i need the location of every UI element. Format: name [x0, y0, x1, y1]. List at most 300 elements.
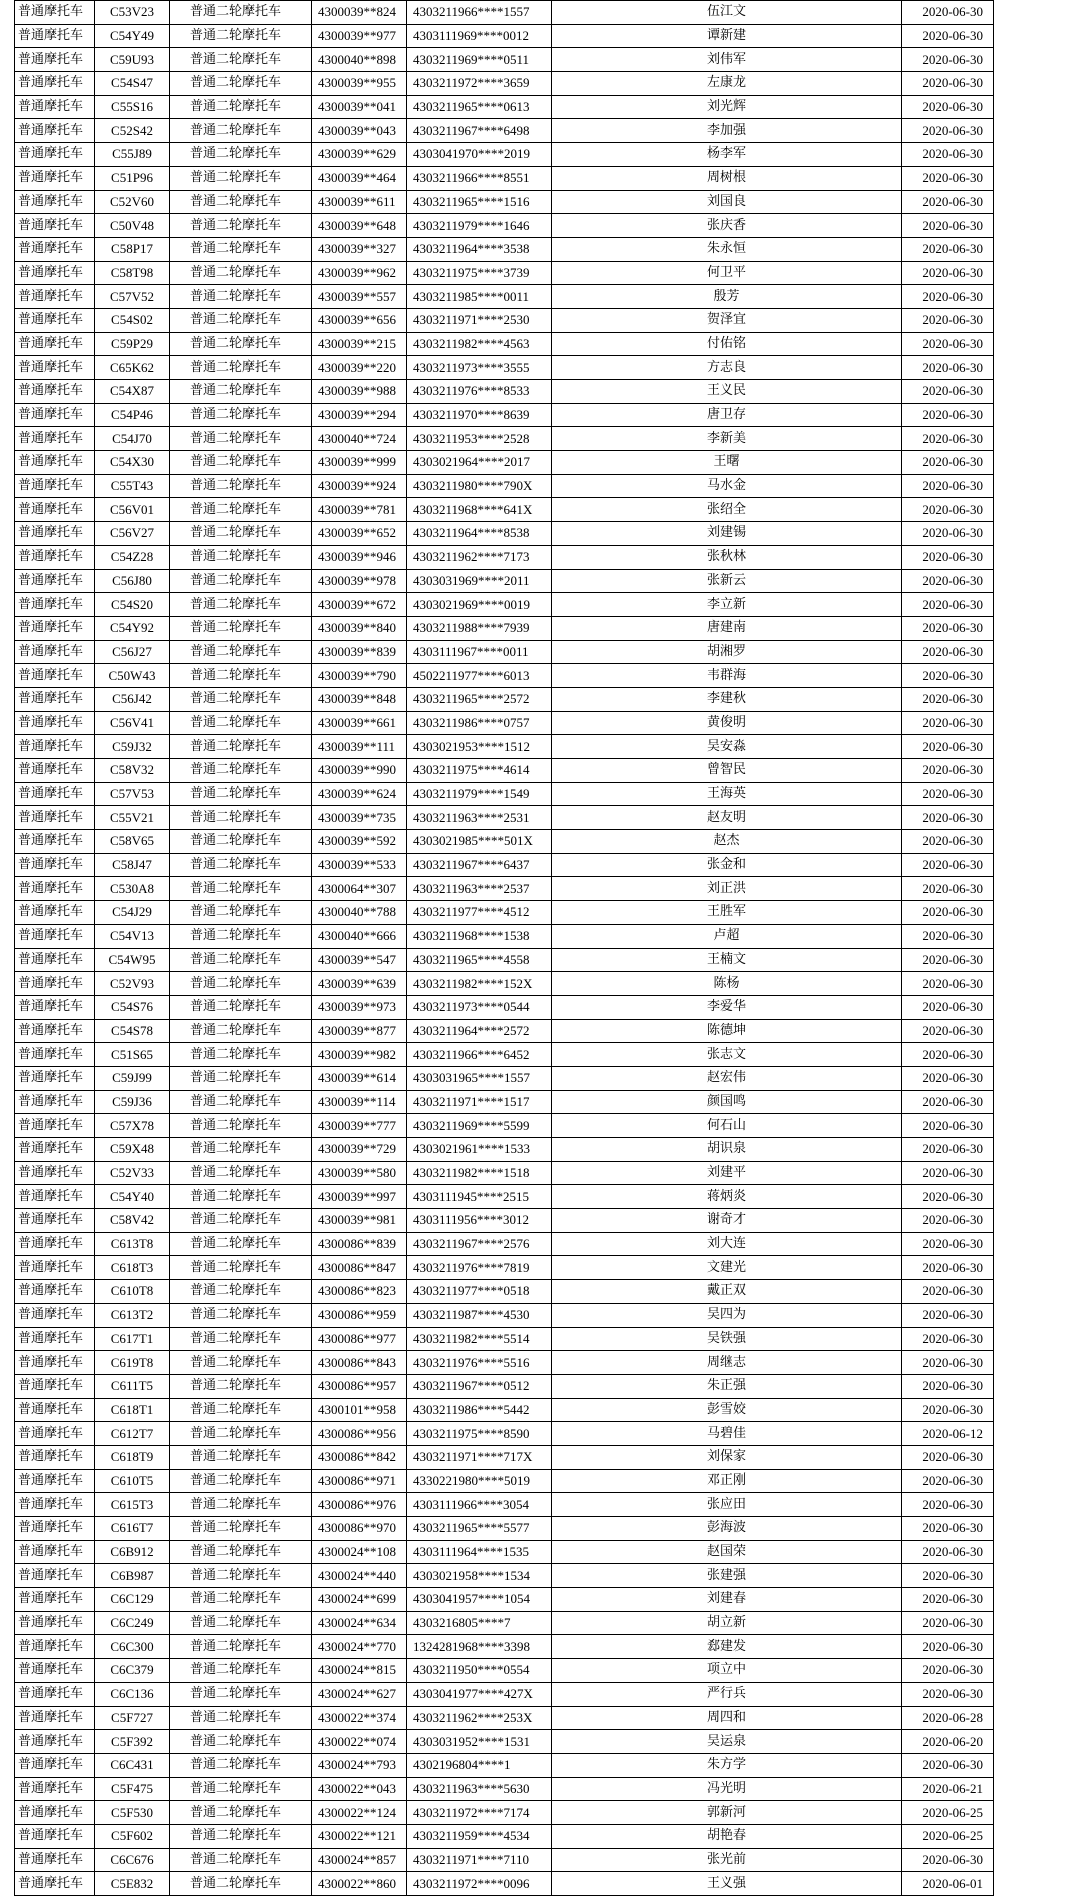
license-number-cell: 4300022**121 — [312, 1824, 407, 1848]
vehicle-type-cell: 普通二轮摩托车 — [170, 664, 312, 688]
vehicle-type-cell: 普通二轮摩托车 — [170, 687, 312, 711]
vehicle-class-cell: 普通摩托车 — [15, 237, 95, 261]
license-number-cell: 4300064**307 — [312, 877, 407, 901]
license-number-cell: 4300039**924 — [312, 474, 407, 498]
table-row — [15, 948, 994, 972]
id-number-cell: 4303211968****641X — [407, 498, 552, 522]
plate-number-cell: C59U93 — [95, 48, 170, 72]
table-row — [15, 1256, 994, 1280]
vehicle-type-cell: 普通二轮摩托车 — [170, 48, 312, 72]
vehicle-class-cell: 普通摩托车 — [15, 1588, 95, 1612]
plate-number-cell: C52V93 — [95, 972, 170, 996]
vehicle-class-cell: 普通摩托车 — [15, 877, 95, 901]
vehicle-type-cell: 普通二轮摩托车 — [170, 1138, 312, 1162]
vehicle-class-cell: 普通摩托车 — [15, 332, 95, 356]
vehicle-type-cell: 普通二轮摩托车 — [170, 1469, 312, 1493]
table-row — [15, 1777, 994, 1801]
license-number-cell: 4300039**557 — [312, 285, 407, 309]
license-number-cell: 4300039**981 — [312, 1209, 407, 1233]
id-number-cell: 4303041970****2019 — [407, 143, 552, 167]
table-row — [15, 1611, 994, 1635]
plate-number-cell: C55J89 — [95, 143, 170, 167]
vehicle-class-cell: 普通摩托车 — [15, 1185, 95, 1209]
license-number-cell: 4300024**634 — [312, 1611, 407, 1635]
plate-number-cell: C54V13 — [95, 924, 170, 948]
owner-name-cell: 吴安淼 — [552, 735, 902, 759]
vehicle-class-cell: 普通摩托车 — [15, 24, 95, 48]
table-row — [15, 1824, 994, 1848]
plate-number-cell: C613T8 — [95, 1232, 170, 1256]
vehicle-type-cell: 普通二轮摩托车 — [170, 261, 312, 285]
table-row — [15, 1, 994, 25]
id-number-cell: 4303211972****3659 — [407, 72, 552, 96]
owner-name-cell: 张绍全 — [552, 498, 902, 522]
vehicle-type-cell: 普通二轮摩托车 — [170, 1706, 312, 1730]
license-number-cell: 4300024**627 — [312, 1682, 407, 1706]
license-number-cell: 4300022**074 — [312, 1730, 407, 1754]
id-number-cell: 4303211975****3739 — [407, 261, 552, 285]
license-number-cell: 4300039**661 — [312, 711, 407, 735]
vehicle-class-cell: 普通摩托车 — [15, 427, 95, 451]
table-row — [15, 332, 994, 356]
table-row — [15, 1730, 994, 1754]
owner-name-cell: 刘大连 — [552, 1232, 902, 1256]
vehicle-class-cell: 普通摩托车 — [15, 1422, 95, 1446]
vehicle-class-cell: 普通摩托车 — [15, 356, 95, 380]
plate-number-cell: C617T1 — [95, 1327, 170, 1351]
table-row — [15, 759, 994, 783]
table-row — [15, 545, 994, 569]
date-cell: 2020-06-30 — [902, 1540, 994, 1564]
owner-name-cell: 左康龙 — [552, 72, 902, 96]
vehicle-class-cell: 普通摩托车 — [15, 1611, 95, 1635]
owner-name-cell: 王海英 — [552, 782, 902, 806]
date-cell: 2020-06-30 — [902, 1564, 994, 1588]
license-number-cell: 4300024**815 — [312, 1659, 407, 1683]
date-cell: 2020-06-30 — [902, 664, 994, 688]
vehicle-type-cell: 普通二轮摩托车 — [170, 1777, 312, 1801]
plate-number-cell: C59J99 — [95, 1066, 170, 1090]
plate-number-cell: C54S76 — [95, 995, 170, 1019]
vehicle-type-cell: 普通二轮摩托车 — [170, 830, 312, 854]
vehicle-type-cell: 普通二轮摩托车 — [170, 1635, 312, 1659]
plate-number-cell: C57X78 — [95, 1114, 170, 1138]
table-row — [15, 1588, 994, 1612]
table-row — [15, 1303, 994, 1327]
license-number-cell: 4300039**547 — [312, 948, 407, 972]
vehicle-class-cell: 普通摩托车 — [15, 474, 95, 498]
license-number-cell: 4300039**611 — [312, 190, 407, 214]
id-number-cell: 4303211982****4563 — [407, 332, 552, 356]
owner-name-cell: 刘建春 — [552, 1588, 902, 1612]
id-number-cell: 4303041957****1054 — [407, 1588, 552, 1612]
date-cell: 2020-06-30 — [902, 1682, 994, 1706]
plate-number-cell: C65K62 — [95, 356, 170, 380]
plate-number-cell: C530A8 — [95, 877, 170, 901]
table-row — [15, 190, 994, 214]
license-number-cell: 4300039**648 — [312, 214, 407, 238]
date-cell: 2020-06-30 — [902, 853, 994, 877]
vehicle-class-cell: 普通摩托车 — [15, 664, 95, 688]
vehicle-class-cell: 普通摩托车 — [15, 1540, 95, 1564]
plate-number-cell: C618T1 — [95, 1398, 170, 1422]
date-cell: 2020-06-30 — [902, 1280, 994, 1304]
table-row — [15, 1801, 994, 1825]
record-table — [14, 0, 994, 1896]
owner-name-cell: 颜国鸣 — [552, 1090, 902, 1114]
table-row — [15, 237, 994, 261]
owner-name-cell: 刘保家 — [552, 1445, 902, 1469]
id-number-cell: 4303211965****5577 — [407, 1517, 552, 1541]
owner-name-cell: 李建秋 — [552, 687, 902, 711]
id-number-cell: 4303211971****717X — [407, 1445, 552, 1469]
table-row — [15, 830, 994, 854]
license-number-cell: 4300086**971 — [312, 1469, 407, 1493]
id-number-cell: 4303211988****7939 — [407, 616, 552, 640]
vehicle-class-cell: 普通摩托车 — [15, 830, 95, 854]
vehicle-type-cell: 普通二轮摩托车 — [170, 1682, 312, 1706]
date-cell: 2020-06-30 — [902, 1753, 994, 1777]
vehicle-class-cell: 普通摩托车 — [15, 1066, 95, 1090]
license-number-cell: 4300039**839 — [312, 640, 407, 664]
id-number-cell: 4303031969****2011 — [407, 569, 552, 593]
plate-number-cell: C5F602 — [95, 1824, 170, 1848]
license-number-cell: 4300101**958 — [312, 1398, 407, 1422]
date-cell: 2020-06-30 — [902, 924, 994, 948]
id-number-cell: 4303211972****0096 — [407, 1872, 552, 1896]
date-cell: 2020-06-30 — [902, 1043, 994, 1067]
plate-number-cell: C54S78 — [95, 1019, 170, 1043]
table-row — [15, 995, 994, 1019]
owner-name-cell: 王义民 — [552, 380, 902, 404]
vehicle-class-cell: 普通摩托车 — [15, 1232, 95, 1256]
date-cell: 2020-06-30 — [902, 1351, 994, 1375]
id-number-cell: 4303021985****501X — [407, 830, 552, 854]
owner-name-cell: 杨李军 — [552, 143, 902, 167]
owner-name-cell: 项立中 — [552, 1659, 902, 1683]
owner-name-cell: 邓正刚 — [552, 1469, 902, 1493]
vehicle-class-cell: 普通摩托车 — [15, 1280, 95, 1304]
table-row — [15, 1185, 994, 1209]
owner-name-cell: 刘建锡 — [552, 522, 902, 546]
table-row — [15, 1469, 994, 1493]
owner-name-cell: 朱正强 — [552, 1374, 902, 1398]
license-number-cell: 4300022**860 — [312, 1872, 407, 1896]
license-number-cell: 4300039**877 — [312, 1019, 407, 1043]
plate-number-cell: C52S42 — [95, 119, 170, 143]
license-number-cell: 4300039**294 — [312, 403, 407, 427]
plate-number-cell: C616T7 — [95, 1517, 170, 1541]
plate-number-cell: C54S02 — [95, 308, 170, 332]
id-number-cell: 4303211985****0011 — [407, 285, 552, 309]
date-cell: 2020-06-30 — [902, 95, 994, 119]
id-number-cell: 4303211965****4558 — [407, 948, 552, 972]
owner-name-cell: 胡识泉 — [552, 1138, 902, 1162]
date-cell: 2020-06-30 — [902, 1303, 994, 1327]
owner-name-cell: 郄建发 — [552, 1635, 902, 1659]
date-cell: 2020-06-30 — [902, 1659, 994, 1683]
date-cell: 2020-06-30 — [902, 593, 994, 617]
license-number-cell: 4300024**793 — [312, 1753, 407, 1777]
table-row — [15, 853, 994, 877]
license-number-cell: 4300039**840 — [312, 616, 407, 640]
owner-name-cell: 刘光辉 — [552, 95, 902, 119]
license-number-cell: 4300039**946 — [312, 545, 407, 569]
vehicle-type-cell: 普通二轮摩托车 — [170, 1, 312, 25]
date-cell: 2020-06-30 — [902, 640, 994, 664]
id-number-cell: 4303211963****5630 — [407, 1777, 552, 1801]
license-number-cell: 4300039**533 — [312, 853, 407, 877]
id-number-cell: 4303211968****1538 — [407, 924, 552, 948]
date-cell: 2020-06-30 — [902, 403, 994, 427]
id-number-cell: 4303211969****0511 — [407, 48, 552, 72]
vehicle-type-cell: 普通二轮摩托车 — [170, 853, 312, 877]
date-cell: 2020-06-30 — [902, 616, 994, 640]
plate-number-cell: C54J70 — [95, 427, 170, 451]
license-number-cell: 4300039**955 — [312, 72, 407, 96]
vehicle-type-cell: 普通二轮摩托车 — [170, 1540, 312, 1564]
vehicle-type-cell: 普通二轮摩托车 — [170, 474, 312, 498]
vehicle-class-cell: 普通摩托车 — [15, 1114, 95, 1138]
id-number-cell: 4303211964****3538 — [407, 237, 552, 261]
plate-number-cell: C54S47 — [95, 72, 170, 96]
vehicle-type-cell: 普通二轮摩托车 — [170, 1114, 312, 1138]
vehicle-type-cell: 普通二轮摩托车 — [170, 1066, 312, 1090]
vehicle-class-cell: 普通摩托车 — [15, 72, 95, 96]
license-number-cell: 4300039**777 — [312, 1114, 407, 1138]
vehicle-type-cell: 普通二轮摩托车 — [170, 1256, 312, 1280]
table-row — [15, 1872, 994, 1896]
vehicle-type-cell: 普通二轮摩托车 — [170, 1374, 312, 1398]
owner-name-cell: 张志文 — [552, 1043, 902, 1067]
license-number-cell: 4300039**656 — [312, 308, 407, 332]
vehicle-type-cell: 普通二轮摩托车 — [170, 1493, 312, 1517]
owner-name-cell: 吴四为 — [552, 1303, 902, 1327]
owner-name-cell: 蒋炳炎 — [552, 1185, 902, 1209]
vehicle-type-cell: 普通二轮摩托车 — [170, 1019, 312, 1043]
plate-number-cell: C57V52 — [95, 285, 170, 309]
table-row — [15, 308, 994, 332]
vehicle-type-cell: 普通二轮摩托车 — [170, 1280, 312, 1304]
vehicle-type-cell: 普通二轮摩托车 — [170, 308, 312, 332]
vehicle-type-cell: 普通二轮摩托车 — [170, 522, 312, 546]
license-number-cell: 4300024**770 — [312, 1635, 407, 1659]
vehicle-class-cell: 普通摩托车 — [15, 640, 95, 664]
license-number-cell: 4300039**592 — [312, 830, 407, 854]
owner-name-cell: 张新云 — [552, 569, 902, 593]
table-row — [15, 640, 994, 664]
id-number-cell: 4303211980****790X — [407, 474, 552, 498]
plate-number-cell: C6C129 — [95, 1588, 170, 1612]
id-number-cell: 4303211976****5516 — [407, 1351, 552, 1375]
date-cell: 2020-06-30 — [902, 877, 994, 901]
vehicle-type-cell: 普通二轮摩托车 — [170, 356, 312, 380]
owner-name-cell: 王胜军 — [552, 901, 902, 925]
vehicle-class-cell: 普通摩托车 — [15, 1635, 95, 1659]
vehicle-type-cell: 普通二轮摩托车 — [170, 1043, 312, 1067]
license-number-cell: 4300024**857 — [312, 1848, 407, 1872]
vehicle-type-cell: 普通二轮摩托车 — [170, 498, 312, 522]
date-cell: 2020-06-30 — [902, 474, 994, 498]
plate-number-cell: C610T5 — [95, 1469, 170, 1493]
plate-number-cell: C54Y49 — [95, 24, 170, 48]
owner-name-cell: 王曙 — [552, 451, 902, 475]
plate-number-cell: C56V41 — [95, 711, 170, 735]
plate-number-cell: C6B987 — [95, 1564, 170, 1588]
vehicle-class-cell: 普通摩托车 — [15, 1303, 95, 1327]
vehicle-type-cell: 普通二轮摩托车 — [170, 1753, 312, 1777]
plate-number-cell: C59X48 — [95, 1138, 170, 1162]
plate-number-cell: C56V01 — [95, 498, 170, 522]
date-cell: 2020-06-30 — [902, 735, 994, 759]
owner-name-cell: 胡艳春 — [552, 1824, 902, 1848]
vehicle-type-cell: 普通二轮摩托车 — [170, 1588, 312, 1612]
vehicle-class-cell: 普通摩托车 — [15, 1351, 95, 1375]
vehicle-class-cell: 普通摩托车 — [15, 1043, 95, 1067]
license-number-cell: 4300086**970 — [312, 1517, 407, 1541]
plate-number-cell: C59J36 — [95, 1090, 170, 1114]
table-row — [15, 72, 994, 96]
vehicle-type-cell: 普通二轮摩托车 — [170, 1445, 312, 1469]
table-row — [15, 616, 994, 640]
id-number-cell: 4303211973****0544 — [407, 995, 552, 1019]
vehicle-type-cell: 普通二轮摩托车 — [170, 1801, 312, 1825]
date-cell: 2020-06-30 — [902, 1256, 994, 1280]
owner-name-cell: 贺泽宜 — [552, 308, 902, 332]
vehicle-class-cell: 普通摩托车 — [15, 285, 95, 309]
date-cell: 2020-06-30 — [902, 190, 994, 214]
plate-number-cell: C53V23 — [95, 1, 170, 25]
license-number-cell: 4300039**735 — [312, 806, 407, 830]
license-number-cell: 4300086**976 — [312, 1493, 407, 1517]
table-row — [15, 1090, 994, 1114]
date-cell: 2020-06-21 — [902, 1777, 994, 1801]
id-number-cell: 4303211973****3555 — [407, 356, 552, 380]
date-cell: 2020-06-30 — [902, 830, 994, 854]
vehicle-class-cell: 普通摩托车 — [15, 545, 95, 569]
owner-name-cell: 韦群海 — [552, 664, 902, 688]
vehicle-type-cell: 普通二轮摩托车 — [170, 782, 312, 806]
plate-number-cell: C58V42 — [95, 1209, 170, 1233]
plate-number-cell: C6C676 — [95, 1848, 170, 1872]
owner-name-cell: 张庆香 — [552, 214, 902, 238]
vehicle-type-cell: 普通二轮摩托车 — [170, 901, 312, 925]
owner-name-cell: 文建光 — [552, 1256, 902, 1280]
license-number-cell: 4300039**999 — [312, 451, 407, 475]
table-row — [15, 806, 994, 830]
plate-number-cell: C57V53 — [95, 782, 170, 806]
id-number-cell: 4303211982****1518 — [407, 1161, 552, 1185]
table-row — [15, 119, 994, 143]
vehicle-class-cell: 普通摩托车 — [15, 451, 95, 475]
table-row — [15, 1327, 994, 1351]
vehicle-type-cell: 普通二轮摩托车 — [170, 1351, 312, 1375]
id-number-cell: 4303211959****4534 — [407, 1824, 552, 1848]
plate-number-cell: C54X30 — [95, 451, 170, 475]
vehicle-class-cell: 普通摩托车 — [15, 119, 95, 143]
table-row — [15, 1564, 994, 1588]
license-number-cell: 4300039**041 — [312, 95, 407, 119]
plate-number-cell: C54Z28 — [95, 545, 170, 569]
id-number-cell: 4303211979****1646 — [407, 214, 552, 238]
plate-number-cell: C612T7 — [95, 1422, 170, 1446]
owner-name-cell: 吴运泉 — [552, 1730, 902, 1754]
owner-name-cell: 赵宏伟 — [552, 1066, 902, 1090]
vehicle-type-cell: 普通二轮摩托车 — [170, 972, 312, 996]
id-number-cell: 4303211964****8538 — [407, 522, 552, 546]
license-number-cell: 4300022**043 — [312, 1777, 407, 1801]
vehicle-class-cell: 普通摩托车 — [15, 1824, 95, 1848]
table-row — [15, 474, 994, 498]
table-row — [15, 1398, 994, 1422]
vehicle-class-cell: 普通摩托车 — [15, 1327, 95, 1351]
license-number-cell: 4300039**580 — [312, 1161, 407, 1185]
table-row — [15, 1066, 994, 1090]
table-row — [15, 1280, 994, 1304]
table-row — [15, 569, 994, 593]
owner-name-cell: 付佑铭 — [552, 332, 902, 356]
table-row — [15, 95, 994, 119]
vehicle-type-cell: 普通二轮摩托车 — [170, 759, 312, 783]
table-row — [15, 427, 994, 451]
plate-number-cell: C5F392 — [95, 1730, 170, 1754]
license-number-cell: 4300039**977 — [312, 24, 407, 48]
owner-name-cell: 张光前 — [552, 1848, 902, 1872]
plate-number-cell: C619T8 — [95, 1351, 170, 1375]
table-row — [15, 972, 994, 996]
table-row — [15, 1540, 994, 1564]
table-row — [15, 380, 994, 404]
vehicle-class-cell: 普通摩托车 — [15, 1398, 95, 1422]
owner-name-cell: 李立新 — [552, 593, 902, 617]
owner-name-cell: 赵友明 — [552, 806, 902, 830]
plate-number-cell: C54P46 — [95, 403, 170, 427]
id-number-cell: 4303111945****2515 — [407, 1185, 552, 1209]
vehicle-class-cell: 普通摩托车 — [15, 1445, 95, 1469]
license-number-cell: 4300086**977 — [312, 1327, 407, 1351]
date-cell: 2020-06-25 — [902, 1801, 994, 1825]
owner-name-cell: 张应田 — [552, 1493, 902, 1517]
plate-number-cell: C5E832 — [95, 1872, 170, 1896]
id-number-cell: 4303041977****427X — [407, 1682, 552, 1706]
vehicle-type-cell: 普通二轮摩托车 — [170, 1327, 312, 1351]
license-number-cell: 4300024**440 — [312, 1564, 407, 1588]
id-number-cell: 4303021961****1533 — [407, 1138, 552, 1162]
vehicle-class-cell: 普通摩托车 — [15, 143, 95, 167]
vehicle-class-cell: 普通摩托车 — [15, 711, 95, 735]
license-number-cell: 4300039**729 — [312, 1138, 407, 1162]
id-number-cell: 4303211970****8639 — [407, 403, 552, 427]
id-number-cell: 4303021964****2017 — [407, 451, 552, 475]
license-number-cell: 4300024**699 — [312, 1588, 407, 1612]
vehicle-class-cell: 普通摩托车 — [15, 569, 95, 593]
owner-name-cell: 李爱华 — [552, 995, 902, 1019]
vehicle-type-cell: 普通二轮摩托车 — [170, 1848, 312, 1872]
date-cell: 2020-06-30 — [902, 687, 994, 711]
vehicle-class-cell: 普通摩托车 — [15, 1659, 95, 1683]
table-row — [15, 1659, 994, 1683]
date-cell: 2020-06-30 — [902, 332, 994, 356]
vehicle-class-cell: 普通摩托车 — [15, 924, 95, 948]
license-number-cell: 4300039**990 — [312, 759, 407, 783]
date-cell: 2020-06-30 — [902, 1611, 994, 1635]
vehicle-type-cell: 普通二轮摩托车 — [170, 948, 312, 972]
id-number-cell: 4303211975****4614 — [407, 759, 552, 783]
plate-number-cell: C54J29 — [95, 901, 170, 925]
id-number-cell: 4303211975****8590 — [407, 1422, 552, 1446]
license-number-cell: 4300022**124 — [312, 1801, 407, 1825]
date-cell: 2020-06-30 — [902, 261, 994, 285]
